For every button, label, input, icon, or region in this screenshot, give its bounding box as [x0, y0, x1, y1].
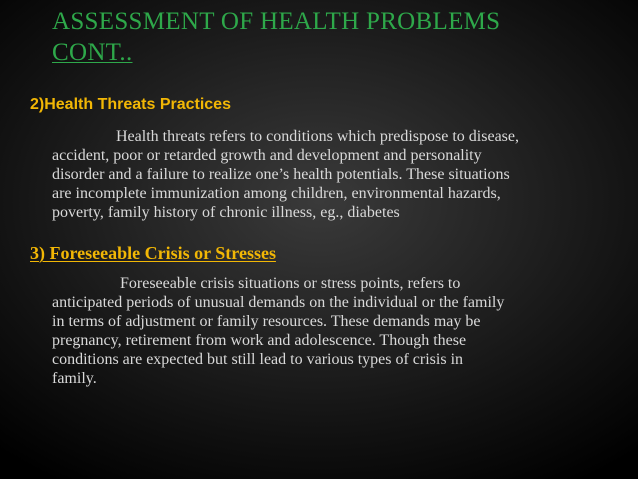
paragraph-line: family. — [52, 370, 97, 387]
slide-title-line-2: CONT.. — [52, 39, 133, 66]
section-heading-foreseeable-crisis: 3) Foreseeable Crisis or Stresses — [30, 243, 276, 263]
slide-title-line-1: ASSESSMENT OF HEALTH PROBLEMS — [52, 8, 501, 35]
paragraph-line: Foreseeable crisis situations or stress points, refers to — [120, 275, 461, 292]
paragraph-line: are incomplete immunization among children, environmental hazards, — [52, 185, 501, 202]
paragraph-line: anticipated periods of unusual demands on the individual or the family — [52, 294, 505, 311]
foreseeable-crisis-paragraph — [52, 274, 504, 388]
paragraph-line: conditions are expected but still lead to various types of crisis in — [52, 351, 464, 368]
paragraph-line: in terms of adjustment or family resources. These demands may be — [52, 313, 481, 330]
section-heading-health-threats: 2)Health Threats Practices — [30, 96, 231, 113]
paragraph-line: accident, poor or retarded growth and development and personality — [52, 147, 482, 164]
paragraph-line: pregnancy, retirement from work and adolescence. Though these — [52, 332, 467, 349]
health-threats-paragraph — [52, 127, 519, 222]
paragraph-line: disorder and a failure to realize one’s health potentials. These situations — [52, 166, 510, 183]
slide-title — [52, 6, 612, 68]
paragraph-line: poverty, family history of chronic illness, eg., diabetes — [52, 204, 400, 221]
paragraph-line: Health threats refers to conditions which predispose to disease, — [116, 128, 519, 145]
